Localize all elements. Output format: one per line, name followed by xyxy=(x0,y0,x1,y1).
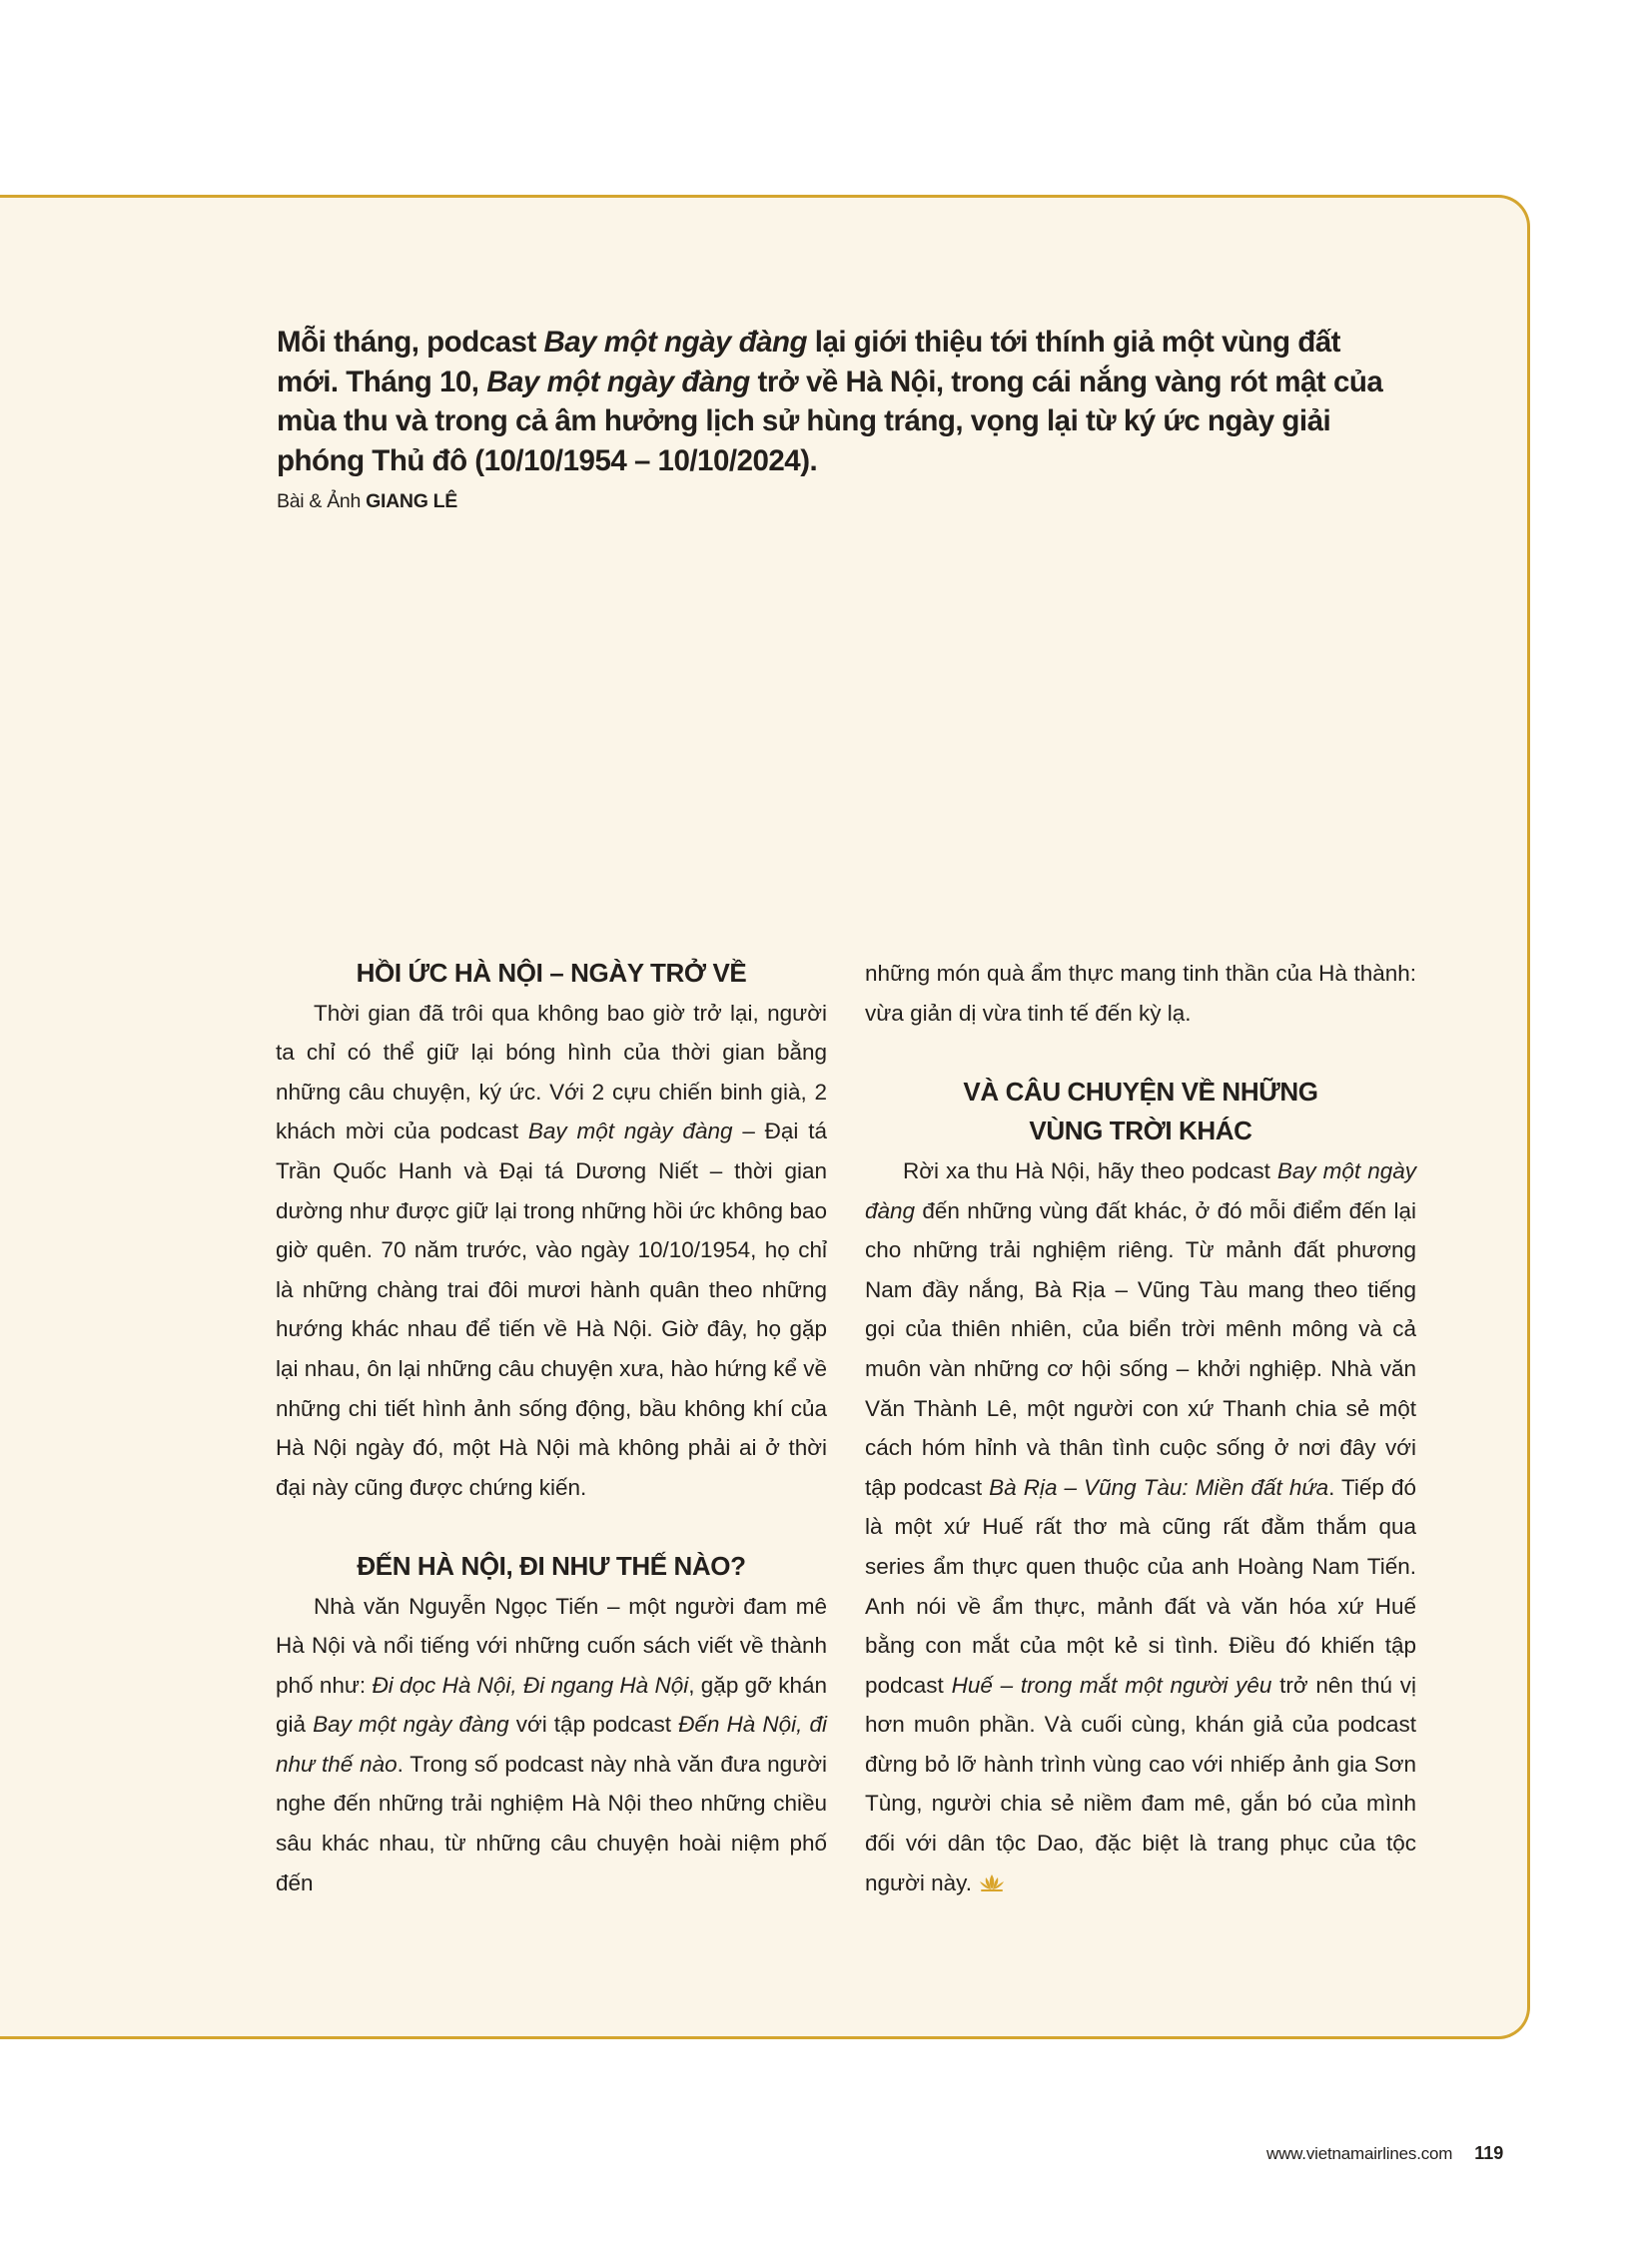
text-run: . Tiếp đó là một xứ Huế rất thơ mà cũng rất đằm thắm qua series ẩm thực quen thuộc của anh Hoàng Nam Tiến. Anh nói về ẩm thực, mảnh đất và văn hóa xứ Huế bằng con mắt của một kẻ si tình. Điều đó khiến tập podcast xyxy=(865,1474,1416,1698)
italic-title: Huế – trong mắt một người yêu xyxy=(951,1672,1272,1698)
text-run: đến những vùng đất khác, ở đó mỗi điểm đến lại cho những trải nghiệm riêng. Từ mảnh đất phương Nam đầy nắng, Bà Rịa – Vũng Tàu mang theo tiếng gọi của thiên nhiên, của biển trời mênh mông và cả muôn vàn những cơ hội sống – khởi nghiệp. Nhà văn Văn Thành Lê, một người con xứ Thanh chia sẻ một cách hóm hỉnh và thân tình cuộc sống ở nơi đây với tập podcast xyxy=(865,1197,1416,1500)
text-run: trở nên thú vị hơn muôn phần. Và cuối cùng, khán giả của podcast đừng bỏ lỡ hành trình vùng cao với nhiếp ảnh gia Sơn Tùng, người chia sẻ niềm đam mê, gắn bó của mình đối với dân tộc Dao, đặc biệt là trang phục của tộc người này. xyxy=(865,1672,1416,1895)
italic-title: Bay một ngày đàng xyxy=(527,1119,733,1144)
section-paragraph-how-to-go-continued xyxy=(865,954,1416,1033)
text-run: Nhà văn Nguyễn Ngọc Tiến – một người đam mê Hà Nội và nổi tiếng với những cuốn sách viết về thành phố như: xyxy=(276,1593,827,1698)
italic-title: Bay một ngày đàng xyxy=(313,1712,509,1738)
byline-prefix: Bài & Ảnh xyxy=(277,490,367,512)
article-column-right xyxy=(865,954,1416,1902)
text-run: trở về Hà Nội, trong cái nắng vàng rót mật của mùa thu và trong cả âm hưởng lịch sử hùng tráng, vọng lại từ ký ức ngày giải phóng Thủ đô (10/10/1954 – 10/10/2024). xyxy=(277,365,1383,477)
section-heading-memories: HỒI ỨC HÀ NỘI – NGÀY TRỞ VỀ xyxy=(356,958,747,988)
byline-author: GIANG LÊ xyxy=(366,490,457,512)
heading-line-1: VÀ CÂU CHUYỆN VỀ NHỮNG xyxy=(963,1076,1318,1107)
text-run: , gặp gỡ khán giả xyxy=(276,1672,827,1738)
text-run: . Trong số podcast này nhà văn đưa người nghe đến những trải nghiệm Hà Nội theo những chiều sâu khác nhau, từ những câu chuyện hoài niệm phố đến xyxy=(276,1751,827,1895)
page-number: 119 xyxy=(1474,2143,1504,2163)
article-column-left xyxy=(276,954,827,1902)
lotus-icon xyxy=(978,1872,1006,1892)
italic-title: Bay một ngày đàng xyxy=(543,326,808,359)
section-paragraph-memories xyxy=(276,994,827,1508)
text-run: – Đại tá Trần Quốc Hanh và Đại tá Dương Niết – thời gian dường như được giữ lại trong những hồi ức không bao giờ quên. 70 năm trước, vào ngày 10/10/1954, họ chỉ là những chàng trai đôi mươi hành quân theo những hướng khác nhau để tiến về Hà Nội. Giờ đây, họ gặp lại nhau, ôn lại những câu chuyện xưa, hào hứng kể về những chi tiết hình ảnh sống động, bầu không khí của Hà Nội ngày đó, một Hà Nội mà không phải ai ở thời đại này cũng được chứng kiến. xyxy=(276,1119,827,1500)
italic-title: Bay một ngày đàng xyxy=(865,1157,1417,1223)
text-run: với tập podcast xyxy=(508,1712,679,1738)
italic-title: Bà Rịa – Vũng Tàu: Miền đất hứa xyxy=(989,1474,1329,1500)
paragraph-text xyxy=(865,1158,1416,1895)
text-run: Mỗi tháng, podcast xyxy=(277,326,544,359)
text-run: lại giới thiệu tới thính giả một vùng đất mới. Tháng 10, xyxy=(277,326,1340,398)
section-heading-how-to-go: ĐẾN HÀ NỘI, ĐI NHƯ THẾ NÀO? xyxy=(357,1550,746,1581)
text-run: Thời gian đã trôi qua không bao giờ trở lại, người ta chỉ có thể giữ lại bóng hình của thời gian bằng những câu chuyện, ký ức. Với 2 cựu chiến binh già, 2 khách mời của podcast xyxy=(276,1000,827,1144)
italic-title: Bay một ngày đàng xyxy=(486,365,750,398)
website-link[interactable]: www.vietnamairlines.com xyxy=(1266,2144,1453,2163)
page-footer xyxy=(1266,2141,1503,2166)
heading-line-2: VÙNG TRỜI KHÁC xyxy=(1029,1116,1252,1146)
byline xyxy=(277,489,457,513)
italic-title: Đến Hà Nội, đi như thế nào xyxy=(276,1712,827,1777)
article-intro xyxy=(277,323,1395,480)
section-paragraph-other-skies xyxy=(865,1151,1416,1902)
text-run: những món quà ẩm thực mang tinh thần của Hà thành: vừa giản dị vừa tinh tế đến kỳ lạ. xyxy=(865,961,1416,1026)
section-heading-other-skies xyxy=(865,1073,1416,1151)
section-paragraph-how-to-go xyxy=(276,1587,827,1903)
text-run: Rời xa thu Hà Nội, hãy theo podcast xyxy=(903,1157,1277,1183)
italic-title: Đi dọc Hà Nội, Đi ngang Hà Nội xyxy=(372,1672,689,1698)
